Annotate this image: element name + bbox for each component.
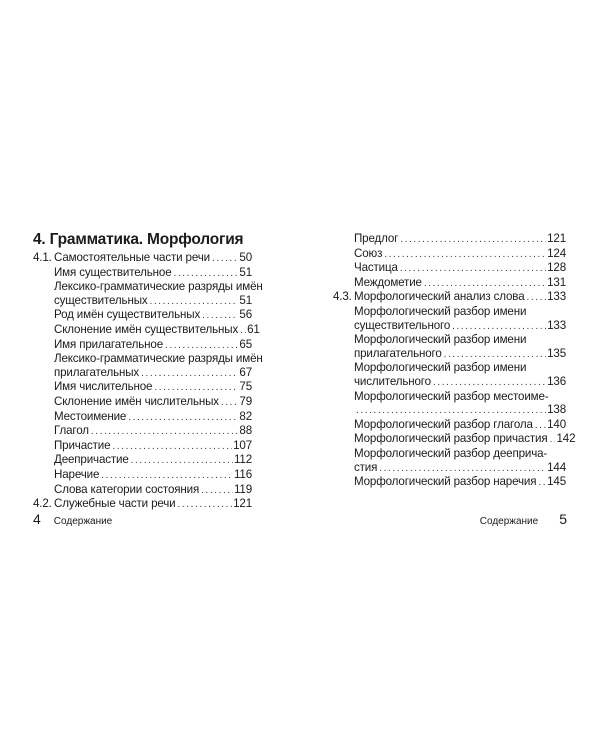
toc-entry (33, 424, 252, 439)
page-footer (33, 511, 112, 527)
toc-entry-title: Местоимение (54, 409, 127, 423)
dot-leader (527, 291, 547, 305)
toc-entry (33, 483, 252, 498)
toc-entry-title: Морфологический разбор глагола (354, 417, 533, 431)
toc-entry-title: Союз (354, 246, 383, 260)
toc-entry-title: Деепричастие (54, 453, 129, 467)
toc-entry-title: Междометие (354, 275, 422, 289)
dot-leader (535, 419, 546, 433)
toc-page-number: 140 (547, 417, 566, 431)
toc-page-number: 61 (247, 322, 260, 336)
toc-page-number: 121 (233, 497, 252, 511)
toc-page-number: 67 (239, 365, 252, 379)
toc-page-number: 128 (547, 261, 566, 275)
toc-entry-title: прилагательных (54, 365, 140, 379)
toc-entry-title: Морфологический разбор причастия (354, 432, 548, 446)
dot-leader (356, 404, 546, 418)
toc-page-number: 119 (233, 482, 252, 496)
running-title: Содержание (53, 516, 113, 527)
dot-leader (178, 498, 233, 512)
section-number: 4.3. (333, 290, 352, 304)
dot-leader (424, 277, 546, 291)
toc-entry (333, 333, 566, 361)
toc-page-number: 112 (233, 453, 252, 467)
toc-entry (333, 261, 566, 276)
running-title: Содержание (479, 516, 539, 527)
dot-leader (202, 309, 238, 323)
toc-entry-title: Морфологический разбор имени (354, 361, 527, 375)
dot-leader (384, 248, 546, 262)
toc-entry (333, 290, 566, 305)
dot-leader (201, 484, 233, 498)
toc-entry-title: Склонение имён числительных (54, 394, 219, 408)
toc-entry-title: Предлог (354, 232, 399, 245)
toc-entry-title: числительного (354, 374, 431, 388)
toc-page-number: 75 (239, 380, 252, 394)
toc-entry-title: Лексико-грамматические разряды имён (54, 352, 263, 366)
toc-entry-title: Слова категории состояния (54, 482, 200, 496)
toc-entry (333, 475, 566, 490)
dot-leader (174, 267, 239, 281)
toc-entry-title: Имя числительное (54, 380, 153, 394)
toc-page-number: 116 (233, 467, 252, 481)
dot-leader (101, 469, 233, 483)
toc-entry-title: стия (354, 460, 378, 474)
page-number: 4 (33, 511, 41, 527)
toc-entry-title: существительных (54, 293, 148, 307)
toc-entry (333, 432, 576, 447)
toc-entry (333, 361, 566, 389)
toc-list (333, 232, 576, 490)
toc-entry-title: Частица (354, 261, 398, 275)
toc-entry (33, 352, 263, 380)
toc-entry (33, 280, 263, 308)
toc-entry (333, 305, 566, 333)
toc-entry-title: Причастие (54, 438, 111, 452)
toc-page-number: 56 (239, 308, 252, 322)
toc-page-number: 50 (239, 251, 252, 264)
section-number: 4.1. (33, 251, 52, 264)
toc-entry (333, 447, 566, 475)
toc-entry-title: Морфологический разбор наречия (354, 475, 537, 489)
dot-leader (221, 396, 238, 410)
dot-leader (400, 233, 546, 247)
toc-entry-title: Служебные части речи (54, 497, 176, 511)
toc-entry (333, 418, 566, 433)
toc-entry (33, 308, 252, 323)
toc-entry-title: Лексико-грамматические разряды имён (54, 280, 263, 294)
dot-leader (112, 440, 232, 454)
dot-leader (433, 376, 546, 390)
toc-page-number: 88 (239, 424, 252, 438)
dot-leader (379, 462, 546, 476)
toc-page-number: 135 (547, 346, 566, 360)
toc-entry (33, 468, 252, 483)
toc-entry-title: Склонение имён существительных (54, 322, 239, 336)
toc-entry (333, 247, 566, 262)
section-number: 4.2. (33, 497, 52, 511)
toc-entry (33, 322, 260, 338)
toc-entry (33, 497, 252, 512)
toc-list (33, 251, 263, 512)
toc-page-number: 124 (547, 246, 566, 260)
toc-entry-title: существительного (354, 318, 451, 332)
dot-leader (154, 381, 238, 395)
toc-entry-title: Имя прилагательное (54, 337, 164, 351)
toc-page-number: 138 (547, 403, 566, 417)
right-page (300, 0, 600, 750)
toc-page-number: 82 (239, 409, 252, 423)
dot-leader (400, 262, 546, 276)
toc-page-number: 131 (547, 275, 566, 289)
toc-entry (33, 251, 252, 266)
toc-page-number: 133 (547, 318, 566, 332)
toc-entry (33, 338, 252, 353)
dot-leader (141, 367, 238, 381)
dot-leader (128, 411, 238, 425)
toc-entry (33, 439, 252, 454)
toc-page-number: 136 (547, 374, 566, 388)
toc-entry-title: Глагол (54, 424, 89, 438)
chapter-title: 4. Грамматика. Морфология (33, 231, 244, 248)
toc-entry (33, 266, 252, 281)
toc-page-number: 121 (547, 232, 566, 245)
toc-page-number: 51 (239, 293, 252, 307)
toc-entry (33, 453, 252, 468)
page-footer (480, 511, 567, 527)
toc-entry-title: Род имён существительных (54, 308, 201, 322)
toc-entry (333, 276, 566, 291)
toc-entry-title: прилагательного (354, 346, 442, 360)
toc-entry-title: Имя существительное (54, 265, 172, 279)
toc-page-number: 144 (547, 460, 566, 474)
toc-page-number: 51 (239, 265, 252, 279)
dot-leader (91, 425, 239, 439)
toc-page-number: 142 (556, 432, 576, 446)
dot-leader (452, 320, 546, 334)
toc-page-number: 79 (239, 394, 252, 408)
toc-page-number: 107 (233, 438, 252, 452)
toc-entry-title: Наречие (54, 467, 100, 481)
toc-entry-title: Морфологический анализ слова (354, 290, 525, 304)
toc-entry (333, 232, 566, 247)
toc-entry (33, 395, 252, 410)
page-number: 5 (559, 511, 567, 527)
toc-entry-title: Морфологический разбор дееприча- (354, 446, 548, 460)
toc-entry-title: Самостоятельные части речи (54, 251, 210, 264)
toc-page-number: 65 (239, 337, 252, 351)
toc-page-number: 133 (547, 290, 566, 304)
toc-entry-title: Морфологический разбор местоиме- (354, 389, 549, 403)
dot-leader (538, 476, 546, 490)
toc-entry-title: Морфологический разбор имени (354, 304, 527, 318)
dot-leader (444, 348, 546, 362)
dot-leader (131, 454, 233, 468)
dot-leader (165, 339, 238, 353)
toc-entry-title: Морфологический разбор имени (354, 333, 527, 347)
toc-entry (333, 390, 566, 418)
toc-entry (33, 380, 252, 395)
toc-entry (33, 410, 252, 425)
dot-leader (212, 252, 238, 266)
toc-page-number: 145 (547, 475, 566, 489)
dot-leader (150, 295, 239, 309)
